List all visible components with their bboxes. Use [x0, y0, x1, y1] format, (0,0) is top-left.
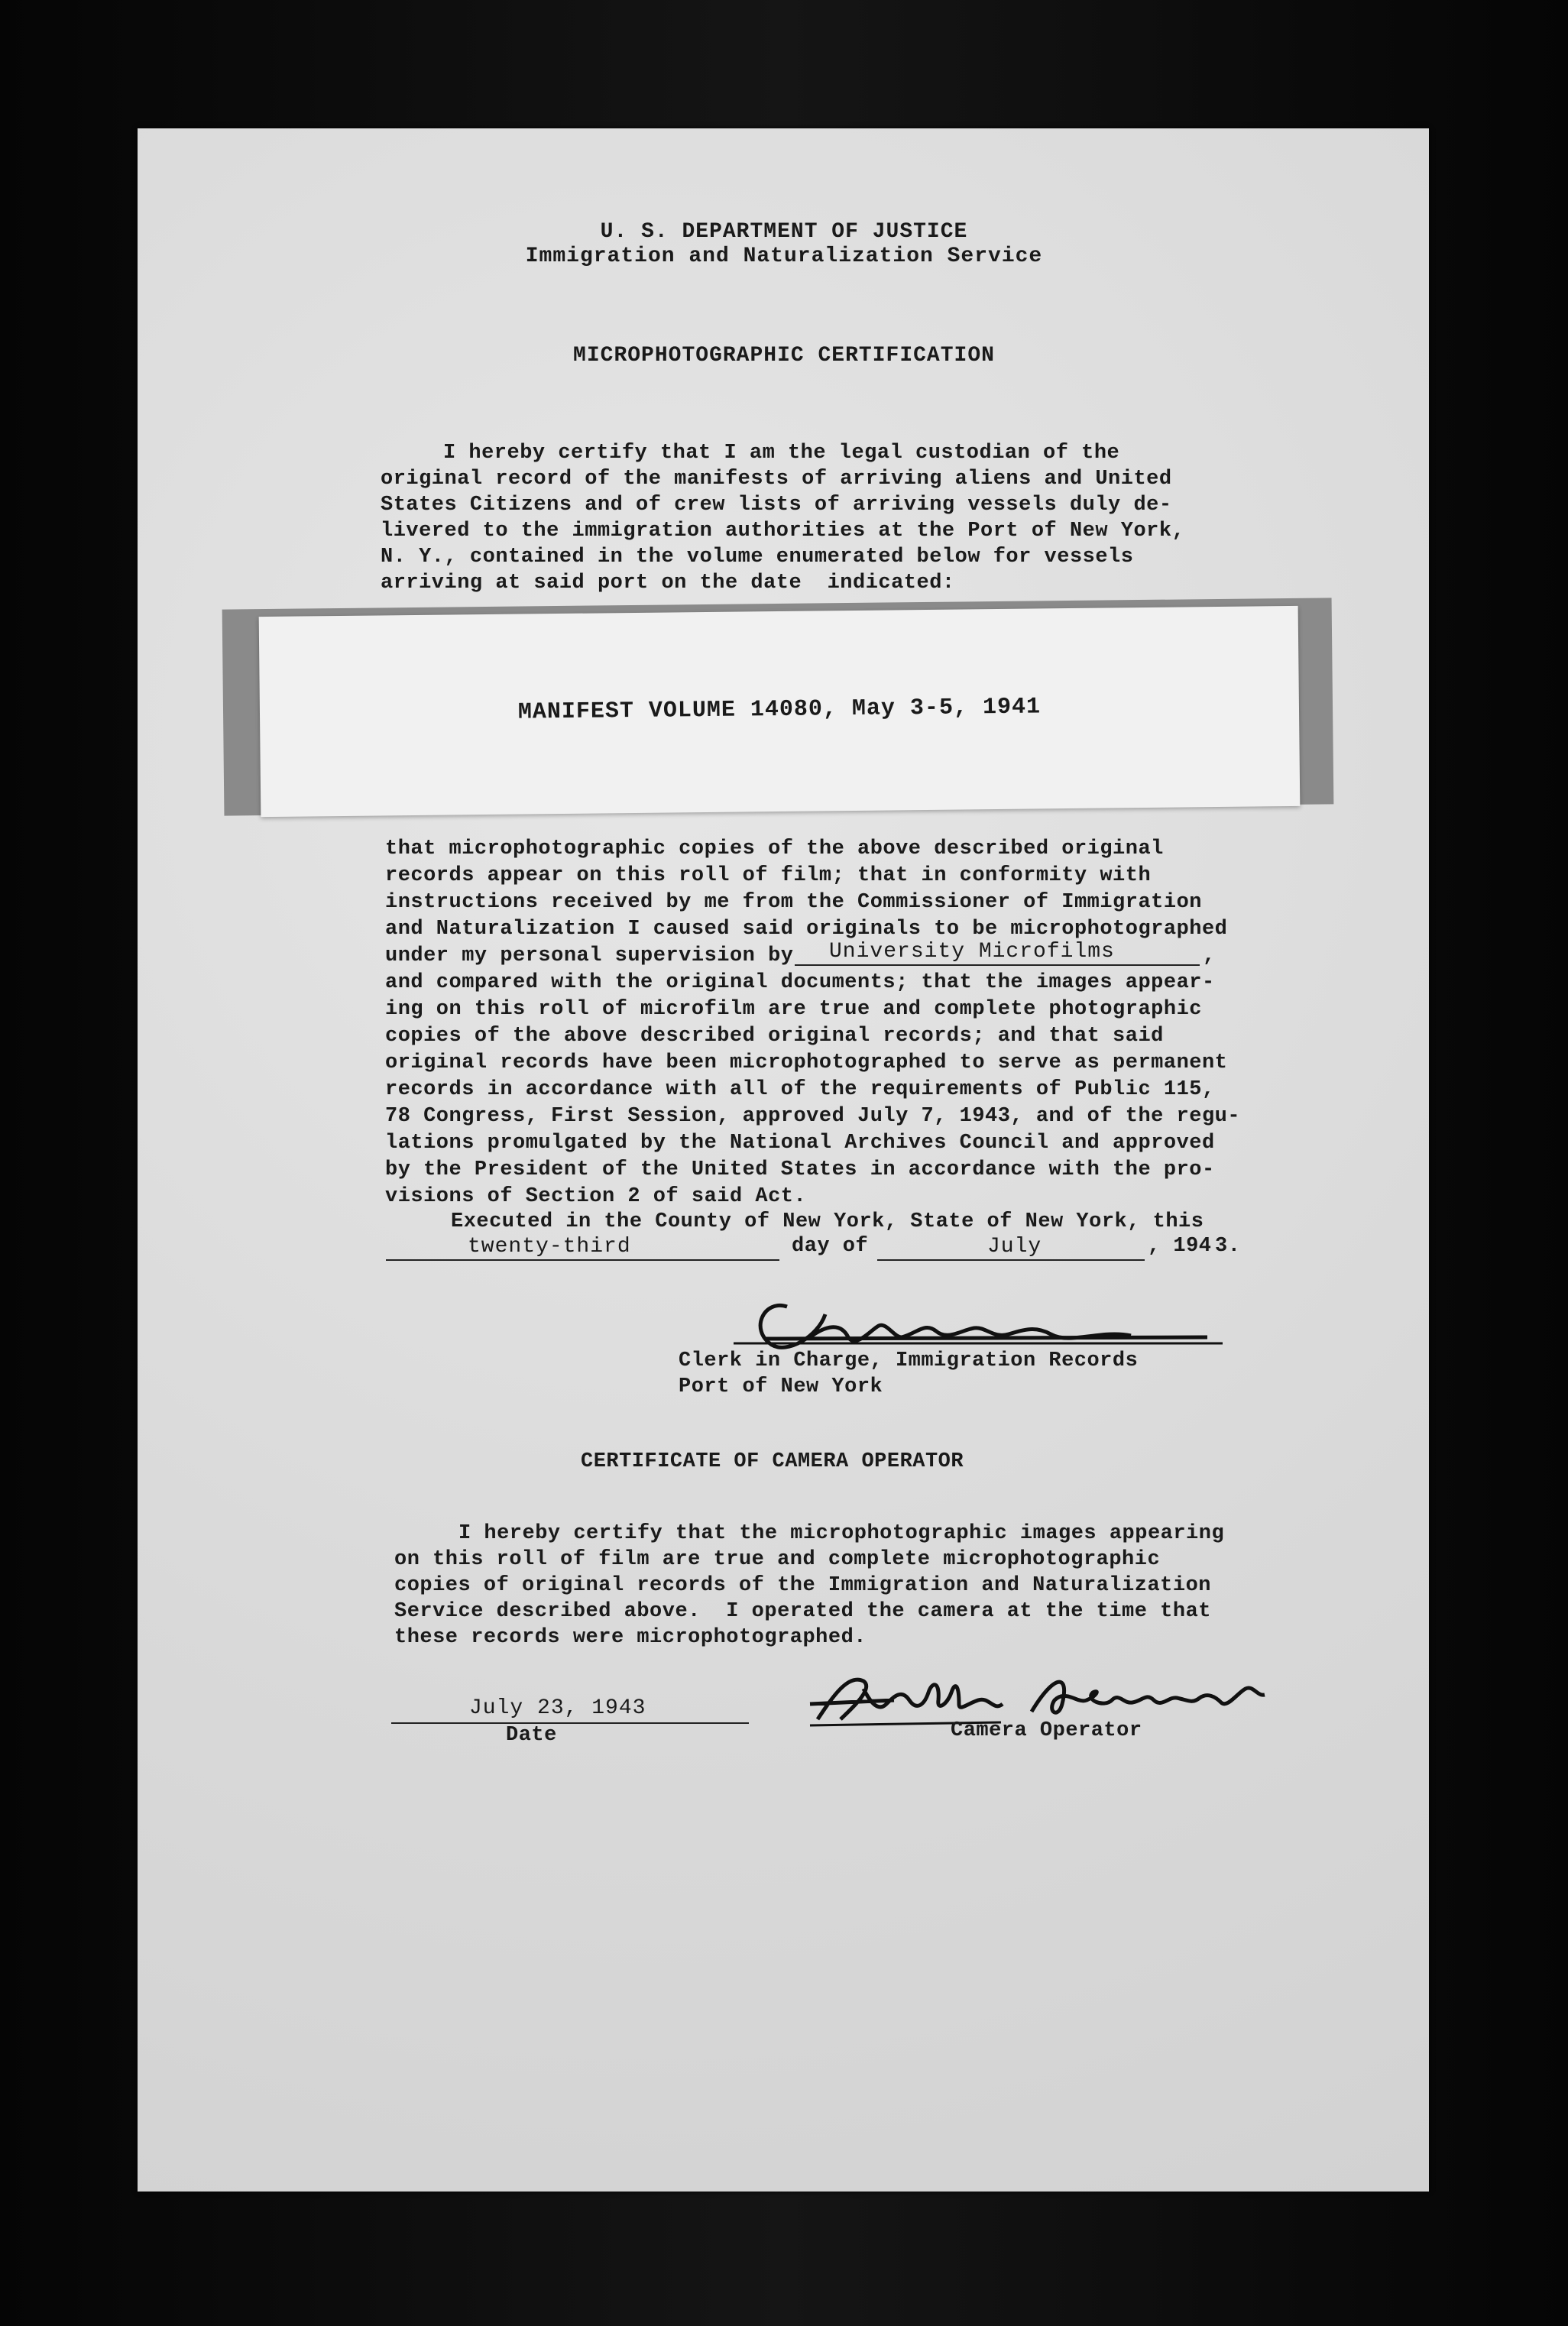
year-prefix: , 194 — [1148, 1235, 1212, 1258]
operator-label: Camera Operator — [951, 1719, 1142, 1742]
department-heading: U. S. DEPARTMENT OF JUSTICE — [600, 220, 968, 244]
manifest-strip — [259, 606, 1301, 817]
body-line: and Naturalization I caused said originals to be microphotographed — [385, 918, 1228, 941]
body-line: instructions received by me from the Commissioner of Immigration — [385, 891, 1202, 914]
camera-line: Service described above. I operated the camera at the time that — [394, 1600, 1211, 1623]
intro-line: arriving at said port on the date indicated: — [381, 572, 955, 594]
body-line: original records have been microphotographed to serve as permanent — [385, 1051, 1228, 1074]
camera-heading: CERTIFICATE OF CAMERA OPERATOR — [581, 1450, 964, 1473]
camera-line: I hereby certify that the microphotographic images appearing — [458, 1522, 1225, 1545]
body-line: 78 Congress, First Session, approved July 7, 1943, and of the regu- — [385, 1105, 1241, 1128]
body-line: under my personal supervision by — [385, 944, 794, 967]
body-line: lations promulgated by the National Archives Council and approved — [385, 1132, 1215, 1155]
supervisor-name: University Microfilms — [829, 940, 1115, 964]
body-line: ing on this roll of microfilm are true and complete photographic — [385, 998, 1202, 1021]
intro-line: N. Y., contained in the volume enumerated below for vessels — [381, 546, 1134, 569]
clerk-title: Clerk in Charge, Immigration Records — [679, 1349, 1139, 1372]
date-underline — [391, 1722, 749, 1724]
camera-date-value: July 23, 1943 — [469, 1696, 646, 1720]
clerk-port: Port of New York — [679, 1375, 883, 1398]
year-suffix: 3. — [1215, 1235, 1241, 1258]
camera-line: these records were microphotographed. — [394, 1626, 867, 1649]
day-of-label: day of — [792, 1235, 869, 1258]
certification-title: MICROPHOTOGRAPHIC CERTIFICATION — [573, 344, 995, 368]
body-line: that microphotographic copies of the above described original — [385, 837, 1164, 860]
executed-line: Executed in the County of New York, State of New York, this — [451, 1210, 1204, 1233]
intro-line: livered to the immigration authorities at the Port of New York, — [381, 520, 1185, 543]
date-label: Date — [506, 1724, 557, 1747]
body-line: visions of Section 2 of said Act. — [385, 1185, 807, 1208]
intro-line: original record of the manifests of arriving aliens and United — [381, 468, 1172, 491]
body-line: copies of the above described original records; and that said — [385, 1025, 1164, 1048]
body-line: and compared with the original documents; that the images appear- — [385, 971, 1215, 994]
month-underline — [877, 1259, 1145, 1261]
manifest-volume-label: MANIFEST VOLUME 14080, May 3-5, 1941 — [517, 694, 1042, 726]
day-value: twenty-third — [468, 1235, 631, 1259]
intro-line: States Citizens and of crew lists of arriving vessels duly de- — [381, 494, 1172, 517]
body-line: records in accordance with all of the requirements of Public 115, — [385, 1078, 1215, 1101]
month-value: July — [987, 1235, 1042, 1259]
camera-line: copies of original records of the Immigration and Naturalization — [394, 1574, 1211, 1597]
body-line: records appear on this roll of film; that in conformity with — [385, 864, 1152, 887]
comma: , — [1203, 944, 1216, 967]
day-underline — [386, 1259, 779, 1261]
supervisor-underline — [795, 964, 1200, 966]
body-line: by the President of the United States in accordance with the pro- — [385, 1158, 1215, 1181]
service-heading: Immigration and Naturalization Service — [525, 245, 1043, 268]
intro-line: I hereby certify that I am the legal custodian of the — [443, 442, 1120, 465]
camera-line: on this roll of film are true and complete microphotographic — [394, 1548, 1161, 1571]
